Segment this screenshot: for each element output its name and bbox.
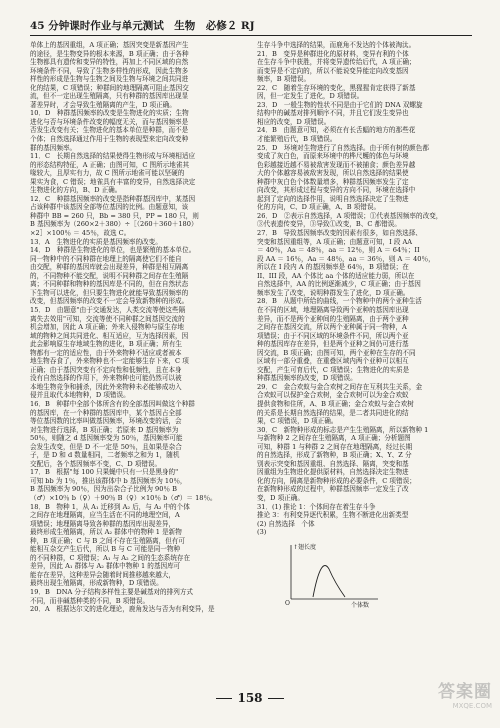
text-line: 11．C 长期自然选择的结果使得生物形成与环境相适应 — [30, 152, 196, 161]
text-line: 在新物种形成的过程中，种群基因频率一定发生了改 — [257, 485, 409, 494]
text-line: 差异，而不是两个亚种间的生殖隔离，由于两个亚种 — [257, 314, 409, 323]
text-line: II、III 段，AA 个体比 aa 个体的适应能力弱，所以在 — [257, 271, 415, 280]
text-line: 个体；自然选择通过作用于生物的表现型来定向改变种 — [30, 135, 189, 144]
text-line: 19．B DNA 分子结构多样性主要是碱基对的排列方式 — [30, 588, 194, 596]
text-line: 项错误；地理隔离导致各种群的基因库出现差异， — [30, 519, 176, 528]
text-line: 交配后，各个基因频率不变，C、D 项错误。 — [30, 459, 162, 468]
text-line: 段 AA ＝ 16％，Aa ＝ 48％，aa ＝ 36％，则 A ＝ 40％， — [257, 254, 435, 263]
text-line: 果实为食，C 错误；地雀具有丰富的变异，自然选择决定 — [30, 177, 196, 186]
text-line: 可知，种群 1 与种群 2 之间存在地理隔离，经过长期 — [257, 442, 413, 451]
answer-graph — [273, 539, 383, 609]
text-line: 30．C 新物种形成的标志是产生生殖隔离，所以新物种 1 — [257, 425, 429, 434]
text-line: 同一物种中的不同种群在地理上的隔离使它们不能自 — [30, 254, 182, 263]
text-line: ③代表遗传变异，③导致①改变，B、C 都错误。 — [257, 220, 401, 229]
text-line: 物都有一定的适应性，由于外来物种不适应或者被本 — [30, 348, 182, 357]
text-line: 由交配，种群的基因库就会出现差异，种群是相互隔离 — [30, 263, 189, 272]
text-line: 31．(1) 推论 1：个体间存在着生存斗争 — [257, 502, 376, 511]
text-line: 向改变，其形成过程与变异的方向不同，环境在选择中 — [257, 186, 416, 195]
text-line: 18．B 物种 1，从 A₁ 迁移到 A₂ 后，与 A₂ 中的个体 — [30, 502, 190, 511]
text-line: (3) — [257, 528, 267, 537]
text-line: 最终出现生殖隔离，形成新物种，D 项错误。 — [30, 579, 163, 588]
text-line: 之间存在基因交流，所以两个亚种属于同一物种，A — [257, 323, 407, 332]
text-line: 种，B 项正确；C 与 B 之间不存在生殖隔离，但有可 — [30, 536, 185, 545]
text-line: 提供食物和住所，A、B 项正确；金合欢蚁与金合欢树 — [257, 399, 414, 408]
text-line: 生物都具有遗传和变异的特性，再加上不同区域的自然 — [30, 58, 189, 67]
text-line: 种的基因库存在差异，但是两个亚种之间仍可进行基 — [257, 340, 409, 349]
watermark-main: 答案圈 — [438, 682, 492, 702]
text-line: 对生物进行选择，B 项正确；若原来 D 基因频率为 — [30, 425, 179, 434]
text-line: 50％，则随之 d 基因频率变为 50％，基因频率可能 — [30, 434, 183, 443]
text-line: 结构中的碱基对排列顺序不同，并且它们发生变异也 — [257, 109, 409, 118]
text-line: 机会增加，因此 A 项正确；外来入侵物种与原生存地 — [30, 323, 185, 332]
text-line: 离；不同种群和物种的基因库是不同的，但在自然状态 — [30, 280, 189, 289]
text-line: 流，但不一定出现生殖隔离，只有种群的基因库出现显 — [30, 92, 189, 101]
text-line: 16．B 种群中全部个体所含有的全部基因叫做这个种群 — [30, 399, 195, 408]
graph-x-label: 个体数 — [351, 601, 370, 609]
text-line: 样性的形成是生物与生物之间及生物与环境之间共同进 — [30, 75, 189, 84]
text-line: 之间存在地理隔离，应当生活在不同的地理空间，A — [30, 511, 180, 520]
text-line: 12．C 种群基因频率的改变是指种群基因库中，某基因 — [30, 194, 196, 203]
text-line: 化的方向，隔离是新物种形成的必要条件，C 项错误； — [257, 476, 416, 485]
text-line: 最终形成生殖隔离，所以 A₂ 群体中的物种 1 是新物 — [30, 528, 182, 537]
text-line: 21．B 变异是种群进化的原材料，变异有利的个体 — [257, 49, 409, 58]
text-line: 正确；由于基因突变有不定向性和低频性，且在本身 — [30, 365, 182, 374]
text-line: 种群基因频率的改变，D 项错误。 — [257, 374, 357, 383]
header-rule — [30, 35, 472, 36]
graph-origin: O — [285, 599, 290, 607]
left-column — [30, 41, 245, 669]
watermark-logo — [400, 682, 492, 720]
text-line: 而变异是不定向的，所以不能说变异能定向改变基因 — [257, 66, 409, 75]
text-line: 因重组为生物进化提供原材料，自然选择决定生物进 — [257, 468, 409, 477]
text-line: 变，D 项正确。 — [257, 493, 304, 502]
text-line: 没有自然选择的作用下，外来物种也可能仍然可以被 — [30, 374, 182, 383]
page-number-text: 158 — [237, 691, 263, 705]
text-line: (2) 自然选择 个体 — [257, 519, 315, 528]
text-line: 下生物可以进化，但只要生物进化就能导致基因频率的 — [30, 288, 189, 297]
text-line: 15．D 由题意"由于交通发达，人类交流等使这些隔 — [30, 305, 186, 314]
text-line: B 基因频率为（260×2＋380）÷［（260＋360＋180） — [30, 220, 198, 229]
text-line: 的关系是长期自然选择的结果，是二者共同进化的结 — [257, 408, 409, 417]
text-line: 占该种群中该基因全部等位基因的比例。由题意知，该 — [30, 203, 189, 212]
text-line: 20．A 根据达尔文的进化理论，鹿角发达与否为有利变异，是 — [30, 605, 215, 614]
page-number-dash-left — [216, 698, 232, 699]
text-line: 因交流，B 项正确；由图可知，两个亚种在生存的不同 — [257, 348, 416, 357]
text-line: 的基因库，在一个种群的基因库中，某个基因占全部 — [30, 408, 182, 417]
text-line: B 基因频率为 90％，因为出杂合子比例为 90％ B — [30, 485, 177, 494]
text-line: 大的个体越容易被敌害发现，所以自然选择的结果使 — [257, 169, 409, 178]
text-line: 23．D 一般生物的性状不同是由于它们的 DNA 双螺旋 — [257, 100, 423, 109]
text-line: 在不同的区域，地理隔离导致两个亚种的基因库出现 — [257, 305, 409, 314]
text-line: 的，不同物种不能交配，说明不同种群之间存在生殖隔 — [30, 271, 189, 280]
text-line: 28．B 从题中所给的曲线，一个物种中的两个亚种生活 — [257, 297, 422, 306]
text-line: 10．D 种群基因频率的改变是生物进化的实质；生物 — [30, 109, 189, 118]
text-line: 色彩越接近越不易被敌害发现而不被捕食；颜色差异越 — [257, 160, 416, 169]
text-line: 环境条件不同，导致了生物多样性的形成，因此生物多 — [30, 66, 189, 75]
graph-curve — [313, 565, 345, 597]
text-line: 本地生物竞争和捕杀，因此外来物种未必能够成功入 — [30, 382, 182, 391]
text-line: 子，是 D 和 d 数量相同，二者频率之和为 1，随机 — [30, 451, 180, 460]
text-line: 29．C 金合欢蚁与金合欢树之间存在互利共生关系，金 — [257, 382, 423, 391]
text-line: 果，C 项错误，D 项正确。 — [257, 417, 338, 426]
text-line: 地生物吞食了，外来物种也不一定能够生存下来，C 项 — [30, 357, 189, 366]
text-line: 13．A 生物进化的实质是基因频率的改变。 — [30, 237, 162, 246]
text-line: 17．B 根据"每 100 只果蝇中只有一只是黑身的" — [30, 468, 179, 477]
text-line: 交配，产生可育后代，C 项错误；生物进化的实质是 — [257, 365, 410, 374]
text-line: 与新物种 2 之间存在生殖隔离，A 项正确；分析题图 — [257, 434, 411, 443]
text-line: 14．D 种群是生物进化的单位，也是繁殖的基本单位。 — [30, 246, 196, 255]
text-line: 的自然选择，形成了新物种，B 项正确；X、Y、Z 分 — [257, 451, 412, 460]
text-line: 化的方向，C、D 项正确，A、B 项错误。 — [257, 203, 381, 212]
text-line: 相应的改变，D 项错误。 — [257, 117, 331, 126]
text-line: 自然选择中，AA 的比例逐渐减少，C 项正确；由于基因 — [257, 280, 421, 289]
text-line: 起到了定向的选择作用，说明自然选择决定了生物进 — [257, 194, 409, 203]
text-line: 别表示突变和基因重组、自然选择、隔离，突变和基 — [257, 459, 409, 468]
page-number-dash-right — [268, 698, 284, 699]
text-line: 生存斗争中选择的结果，而鹿角不发达的个体被淘汰。 — [257, 41, 416, 49]
text-line: 的形态结构特征，A 正确；由图可知，C 图所示地雀其 — [30, 160, 190, 169]
text-line: 25．D 环境对生物进行了自然选择。由于所有树的颜色都 — [257, 143, 429, 152]
text-line: 此会影响原生存地域生物的进化，B 项正确；所有生 — [30, 340, 183, 349]
text-line: 变成了灰白色，而原来环境中的桦尺蠖的体色与环境 — [257, 152, 409, 161]
text-line: 种群中 BB = 260 只，Bb = 380 只，PP = 180 只，则 — [30, 211, 199, 220]
text-line: ＝ 40％，Aa ＝ 48％，aa ＝ 12％，则 A ＝ 64％；II — [257, 246, 420, 255]
text-line: 群的基因频率。 — [30, 143, 77, 152]
text-line: 的不同种群，C 项错误；A₁ 与 A₂ 之间的生态系统存在 — [30, 553, 191, 562]
text-line: 生物进化的方向，B、D 正确。 — [30, 186, 122, 195]
text-line: 单体上的基因重组，A 项正确；基因突变是新基因产生 — [30, 41, 189, 49]
text-line: 24．B 由题意可知，必须在有长舌蝠的地方的那些花 — [257, 126, 416, 135]
text-line: 合欢蚁可以保护金合欢树，金合欢树可以为金合欢蚁 — [257, 391, 409, 400]
text-line: 可知 bb 为 1％，推出该群体中 b 基因频率为 10％， — [30, 476, 187, 485]
text-line: 否发生改变有关；生物进化的基本单位是种群，而不是 — [30, 126, 189, 135]
text-line: 进化与否与环境条件改变的幅度无关，而与基因频率是 — [30, 117, 189, 126]
text-line: 27．B 导致基因频率改变的因素有很多，如自然选择、 — [257, 229, 422, 238]
text-line: （♂）×10％ b（♀）＋90％ B（♀）×10％ b（♂）＝ 18％。 — [30, 493, 217, 502]
text-line: 著差异时，才会导致生殖隔离的产生，D 项正确。 — [30, 100, 176, 109]
text-line: 差异，因此 A₁ 群体与 A₂ 群体中物种 1 的基因库可 — [30, 562, 181, 571]
text-line: 侵并且取代本地物种，D 项错误。 — [30, 391, 130, 400]
text-line: 种群中灰白色个体数量增多，种群基因频率发生了定 — [257, 177, 409, 186]
page-header: 45 分钟课时作业与单元测试 生物 必修２ RJ — [30, 20, 255, 32]
watermark-sub: MXQE.COM — [452, 702, 492, 710]
text-line: 区域有一部分重叠，在重叠区域内两个亚种可以相互 — [257, 357, 409, 366]
text-line: 离失去效用"可知，交流等使不同种群之间基因交流的 — [30, 314, 185, 323]
text-line: 才能繁殖后代，B 项错误。 — [257, 135, 337, 144]
text-line: 因，但一定发生了进化，D 项错误。 — [257, 92, 364, 101]
text-line: ×2］×100％ ＝ 45％，故选 C。 — [30, 229, 131, 238]
text-line: 的途径，是生物变异的根本来源，B 项正确；由于各种 — [30, 49, 189, 58]
text-line: 会发生改变，但是 D 不一定是 50％，且如果是杂合 — [30, 442, 182, 451]
text-line: 22．C 随着生存环境的变化，黑猩猩肯定获得了新基 — [257, 83, 416, 92]
text-line: 等位基因数的比率叫做基因频率，环境改变的话，会 — [30, 417, 182, 426]
text-line: 频率发生了改变，说明种群发生了进化，D 项正确。 — [257, 288, 410, 297]
text-line: 化的结果，C 项错误；种群间的地理隔离可阻止基因交 — [30, 83, 189, 92]
text-line: 推论 3：有利变异逐代积累，生物不断进化出新类型 — [257, 511, 409, 520]
right-column — [257, 41, 472, 669]
text-line: 所以在 I 段内 A 的基因频率是 64％，B 项错误；在 — [257, 263, 409, 272]
text-line: 域的物种之间共同进化、相互适应，互为选择因素，因 — [30, 331, 189, 340]
text-line: 能相互杂交产生后代，所以 B 与 C 可能是同一物种 — [30, 545, 181, 554]
text-line: 突变和基因重组等，A 项正确；由题意可知，I 段 AA — [257, 237, 413, 246]
text-line: 项错误；由于不同区域的环境条件不同，所以两个亚 — [257, 331, 409, 340]
graph-y-label: ↑翅长度 — [293, 543, 317, 551]
text-line: 在生存斗争中获胜，并将变异遗传给后代，A 项正确； — [257, 58, 416, 67]
text-line: 改变，但基因频率的改变不一定会导致新物种的形成。 — [30, 297, 189, 306]
text-line: 26．D ②表示自然选择，A 项错误；①代表基因频率的改变， — [257, 211, 443, 220]
text-line: 喙较大，且厚实有力，故 C 图所示地雀可能以坚硬的 — [30, 169, 185, 178]
text-line: 频率，B 项错误。 — [257, 75, 311, 84]
text-line: 不同，而非碱基种类的不同，B 项错误。 — [30, 596, 150, 605]
text-line: 能存在差异，这种差异会随着时间推移越来越大， — [30, 570, 176, 579]
